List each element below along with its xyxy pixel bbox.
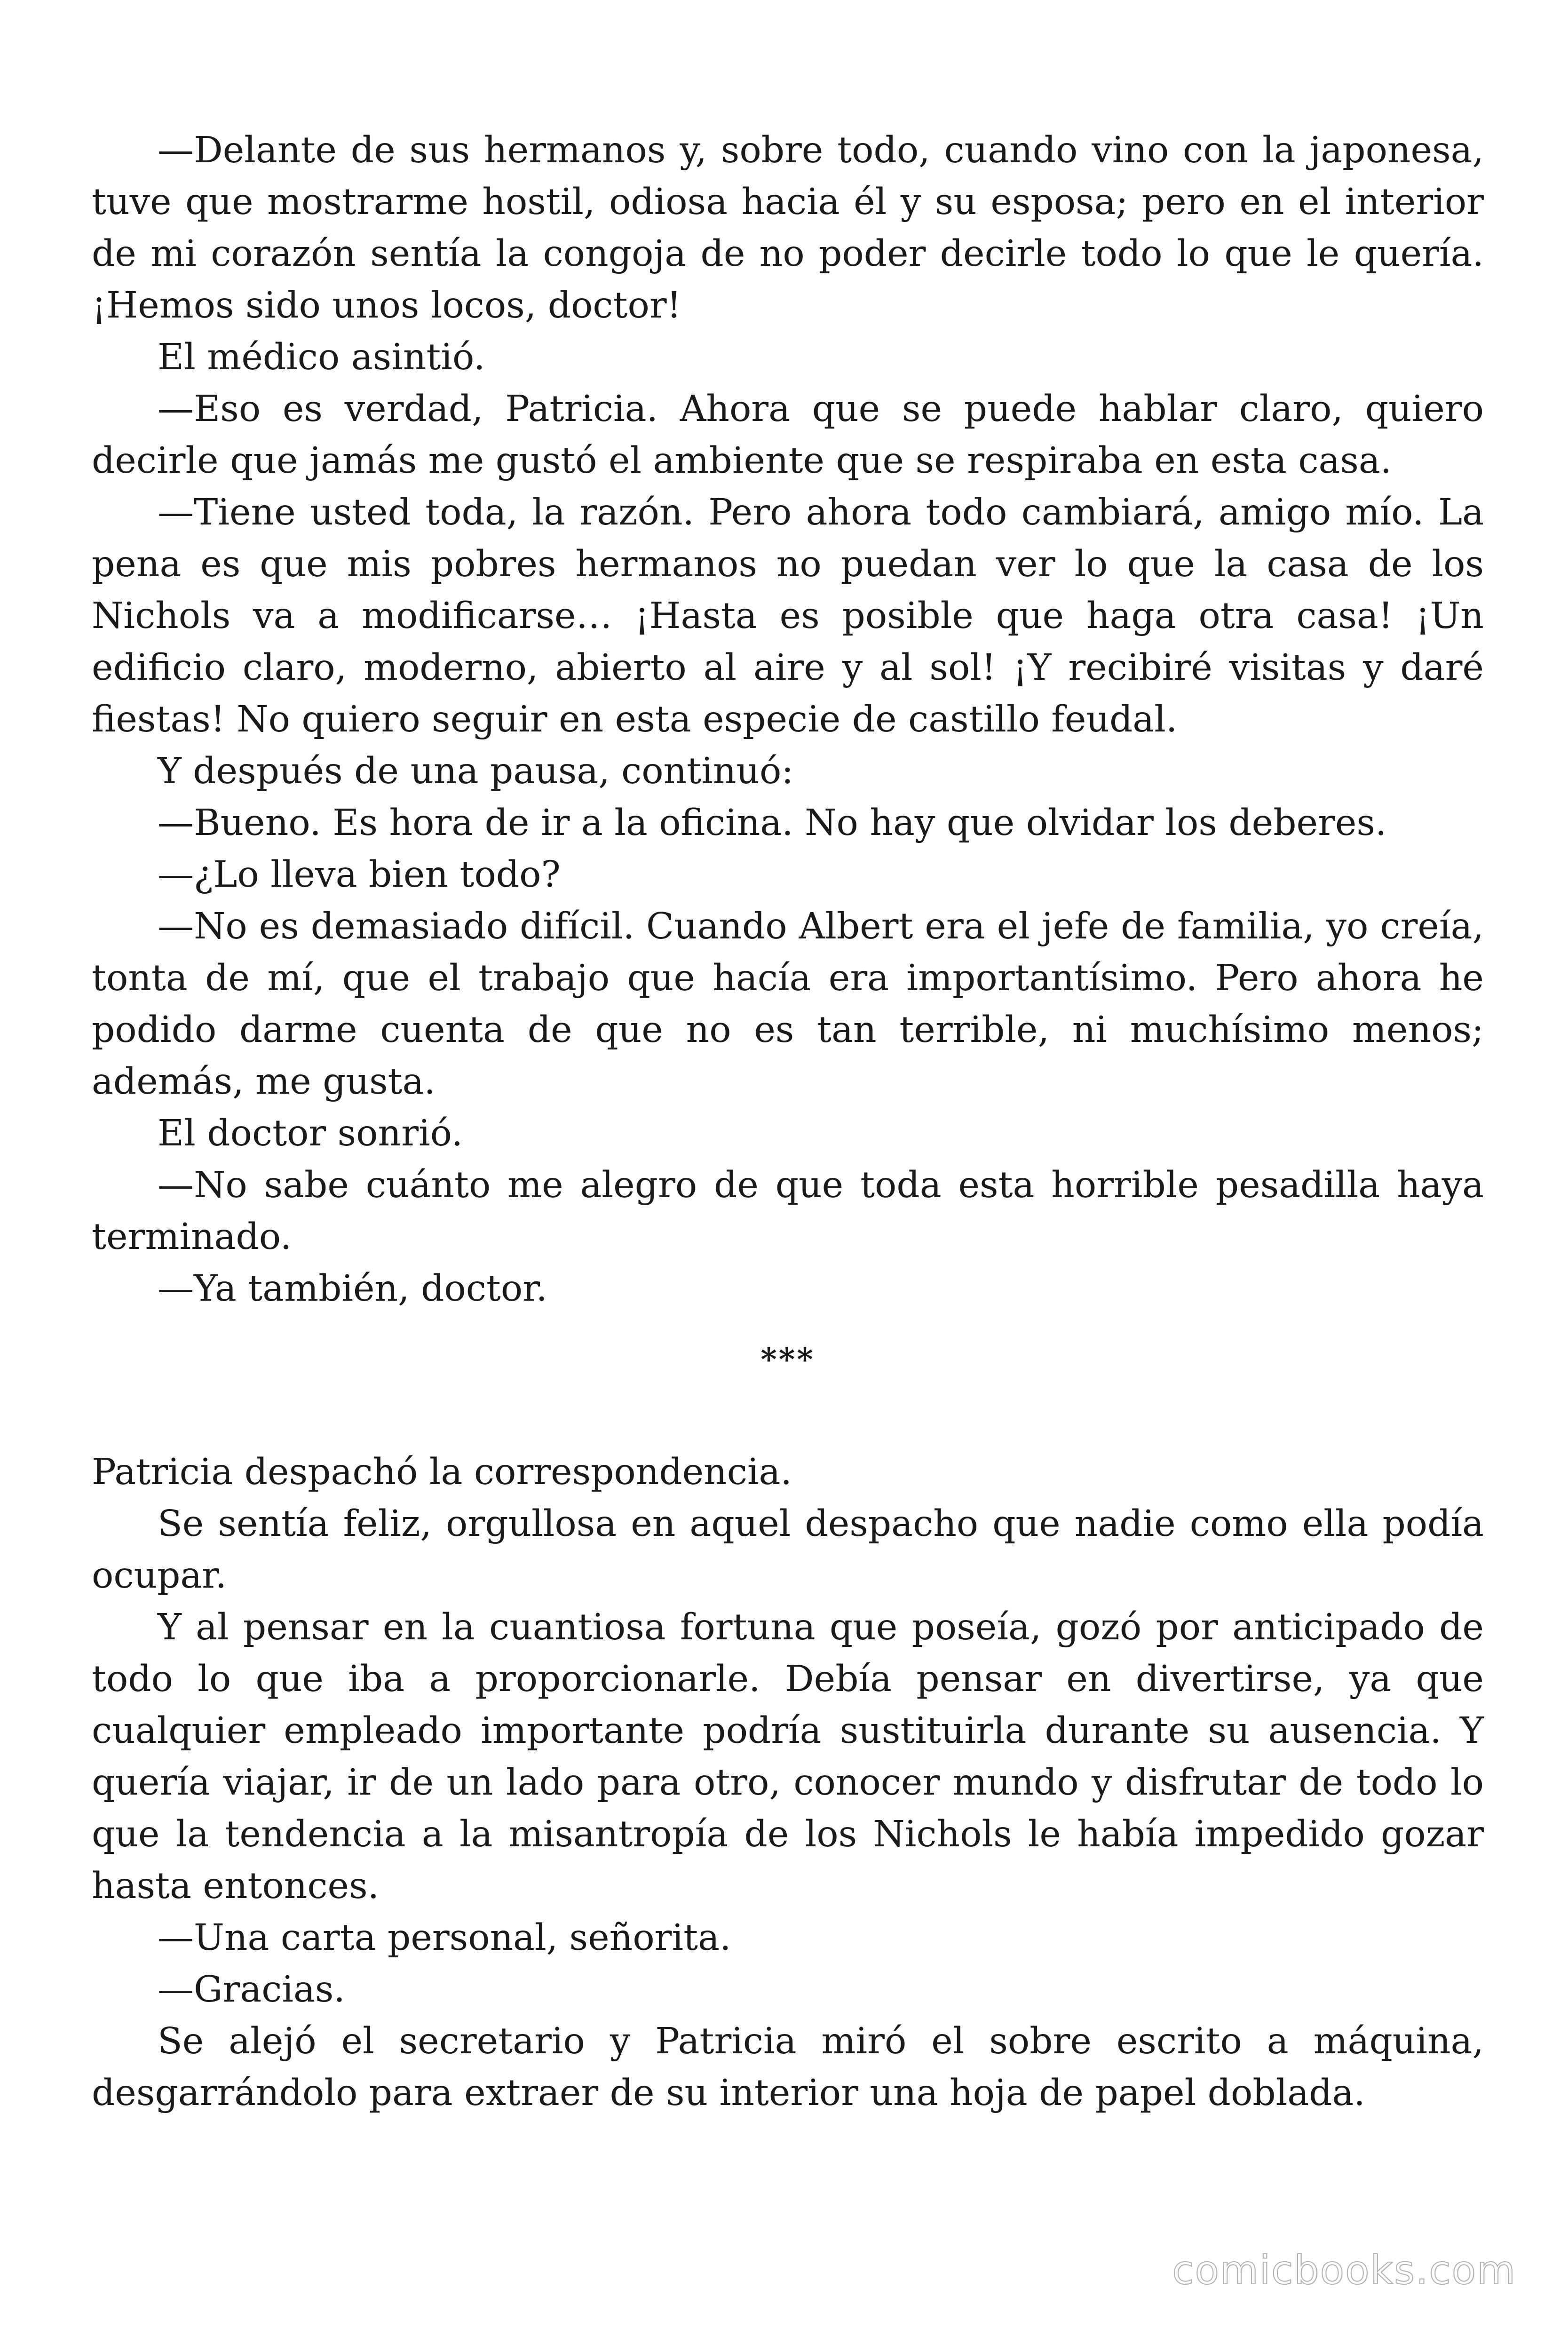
paragraph: —Eso es verdad, Patricia. Ahora que se puede hablar claro, quiero decirle que jamás me gustó el ambiente que se respiraba en esta casa.: [92, 388, 1484, 482]
paragraph: —¿Lo lleva bien todo?: [158, 854, 561, 896]
paragraph: —No es demasiado difícil. Cuando Albert era el jefe de familia, yo creía, tonta de mí, que el trabajo que hacía era importantísimo. Pero ahora he podido darme cuenta de que no es tan terrible, ni muchísimo menos; además, me gusta.: [92, 906, 1484, 1103]
paragraph: Y al pensar en la cuantiosa fortuna que poseía, gozó por anticipado de todo lo que iba a proporcionarle. Debía pensar en divertirse, ya que cualquier empleado importante podría sustituirla durante su ausencia. Y quería viajar, ir de un lado para otro, conocer mundo y disfrutar de todo lo que la tendencia a la misantropía de los Nichols le había impedido gozar hasta entonces.: [92, 1606, 1484, 1907]
paragraph: —Una carta personal, señorita.: [158, 1917, 731, 1959]
paragraph: Y después de una pausa, continuó:: [158, 750, 794, 792]
watermark: comicbooks.com: [1172, 2247, 1516, 2293]
paragraph: El médico asintió.: [158, 336, 485, 378]
scene-break: ***: [760, 1341, 815, 1378]
paragraph: —Ya también, doctor.: [158, 1268, 548, 1310]
paragraph: —Delante de sus hermanos y, sobre todo, cuando vino con la japonesa, tuve que mostrarme hostil, odiosa hacia él y su esposa; pero en el interior de mi corazón sentía la congoja de no poder decirle todo lo que le quería. ¡Hemos sido unos locos, doctor!: [92, 129, 1484, 326]
paragraph: —Tiene usted toda, la razón. Pero ahora todo cambiará, amigo mío. La pena es que mis pobres hermanos no puedan ver lo que la casa de los Nichols va a modificarse… ¡Hasta es posible que haga otra casa! ¡Un edificio claro, moderno, abierto al aire y al sol! ¡Y recibiré visitas y daré fiestas! No quiero seguir en esta especie de castillo feudal.: [92, 492, 1484, 740]
paragraph: Se sentía feliz, orgullosa en aquel despacho que nadie como ella podía ocupar.: [92, 1503, 1484, 1597]
paragraph: Se alejó el secretario y Patricia miró el sobre escrito a máquina, desgarrándolo para extraer de su interior una hoja de papel doblada.: [92, 2020, 1484, 2114]
book-page-text: [92, 125, 1484, 2119]
paragraph: El doctor sonrió.: [158, 1112, 463, 1154]
paragraph: —Bueno. Es hora de ir a la oficina. No hay que olvidar los deberes.: [158, 802, 1387, 844]
paragraph: —No sabe cuánto me alegro de que toda esta horrible pesadilla haya terminado.: [92, 1164, 1484, 1258]
paragraph: —Gracias.: [158, 1969, 345, 2010]
paragraph: Patricia despachó la correspondencia.: [92, 1451, 792, 1493]
